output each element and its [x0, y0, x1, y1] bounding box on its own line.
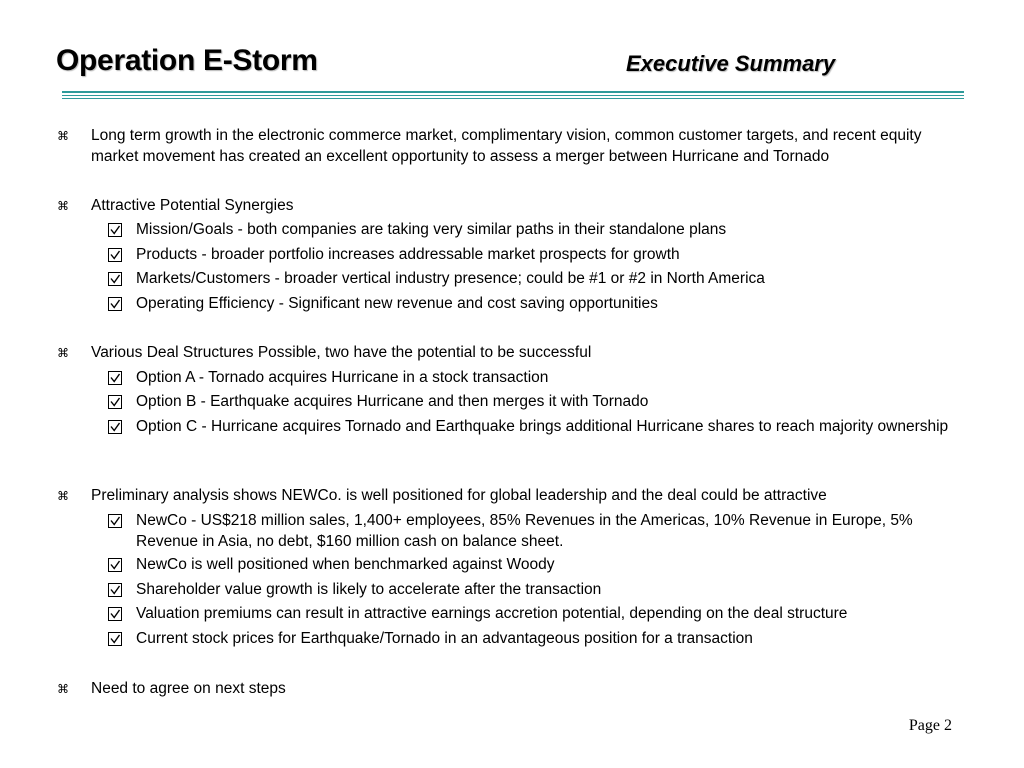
checkbox-check-icon	[108, 514, 122, 528]
checkbox-check-icon	[108, 583, 122, 597]
command-key-icon: ⌘	[57, 489, 69, 503]
sub-bullet-text: Option C - Hurricane acquires Tornado and Earthquake brings additional Hurricane shares to reach majority ownership	[136, 418, 949, 435]
title-divider-rule	[62, 91, 964, 93]
bullet-text: Attractive Potential Synergies	[91, 197, 294, 214]
checkbox-check-icon	[108, 371, 122, 385]
command-key-icon: ⌘	[57, 682, 69, 696]
checkbox-check-icon	[108, 632, 122, 646]
bullet-text: Need to agree on next steps	[91, 680, 286, 697]
title-divider-rule	[62, 98, 964, 99]
slide-subtitle: Executive Summary	[626, 51, 836, 76]
page-number: Page 2	[908, 717, 952, 734]
checkbox-check-icon	[108, 223, 122, 237]
bullet-text: Preliminary analysis shows NEWCo. is well positioned for global leadership and the deal could be attractive	[91, 487, 827, 504]
sub-bullet-text: Shareholder value growth is likely to accelerate after the transaction	[136, 581, 602, 598]
command-key-icon: ⌘	[57, 199, 69, 213]
command-key-icon: ⌘	[57, 129, 69, 143]
sub-bullet-text: Mission/Goals - both companies are taking very similar paths in their standalone plans	[136, 221, 727, 238]
checkbox-check-icon	[108, 607, 122, 621]
bullet-text: Long term growth in the electronic commerce market, complimentary vision, common customer targets, and recent equity market movement has created an excellent opportunity to assess a merger between Hurricane and Tornado	[91, 127, 922, 165]
checkbox-check-icon	[108, 558, 122, 572]
sub-bullet-text: NewCo - US$218 million sales, 1,400+ employees, 85% Revenues in the Americas, 10% Revenue in Europe, 5% Revenue in Asia, no debt, $160 million cash on balance sheet.	[136, 512, 913, 550]
sub-bullet-text: Option A - Tornado acquires Hurricane in a stock transaction	[136, 369, 549, 386]
bullet-text: Various Deal Structures Possible, two have the potential to be successful	[91, 344, 592, 361]
title-divider-rule	[62, 95, 964, 96]
checkbox-check-icon	[108, 420, 122, 434]
sub-bullet-text: Option B - Earthquake acquires Hurricane and then merges it with Tornado	[136, 393, 649, 410]
checkbox-check-icon	[108, 297, 122, 311]
sub-bullet-text: Markets/Customers - broader vertical industry presence; could be #1 or #2 in North America	[136, 270, 765, 287]
sub-bullet-text: Valuation premiums can result in attractive earnings accretion potential, depending on the deal structure	[136, 605, 848, 622]
checkbox-check-icon	[108, 248, 122, 262]
checkbox-check-icon	[108, 272, 122, 286]
slide-title: Operation E-Storm	[56, 44, 318, 77]
checkbox-check-icon	[108, 395, 122, 409]
sub-bullet-text: Operating Efficiency - Significant new revenue and cost saving opportunities	[136, 295, 658, 312]
sub-bullet-text: NewCo is well positioned when benchmarked against Woody	[136, 556, 555, 573]
sub-bullet-text: Products - broader portfolio increases addressable market prospects for growth	[136, 246, 680, 263]
sub-bullet-text: Current stock prices for Earthquake/Tornado in an advantageous position for a transaction	[136, 630, 753, 647]
command-key-icon: ⌘	[57, 346, 69, 360]
